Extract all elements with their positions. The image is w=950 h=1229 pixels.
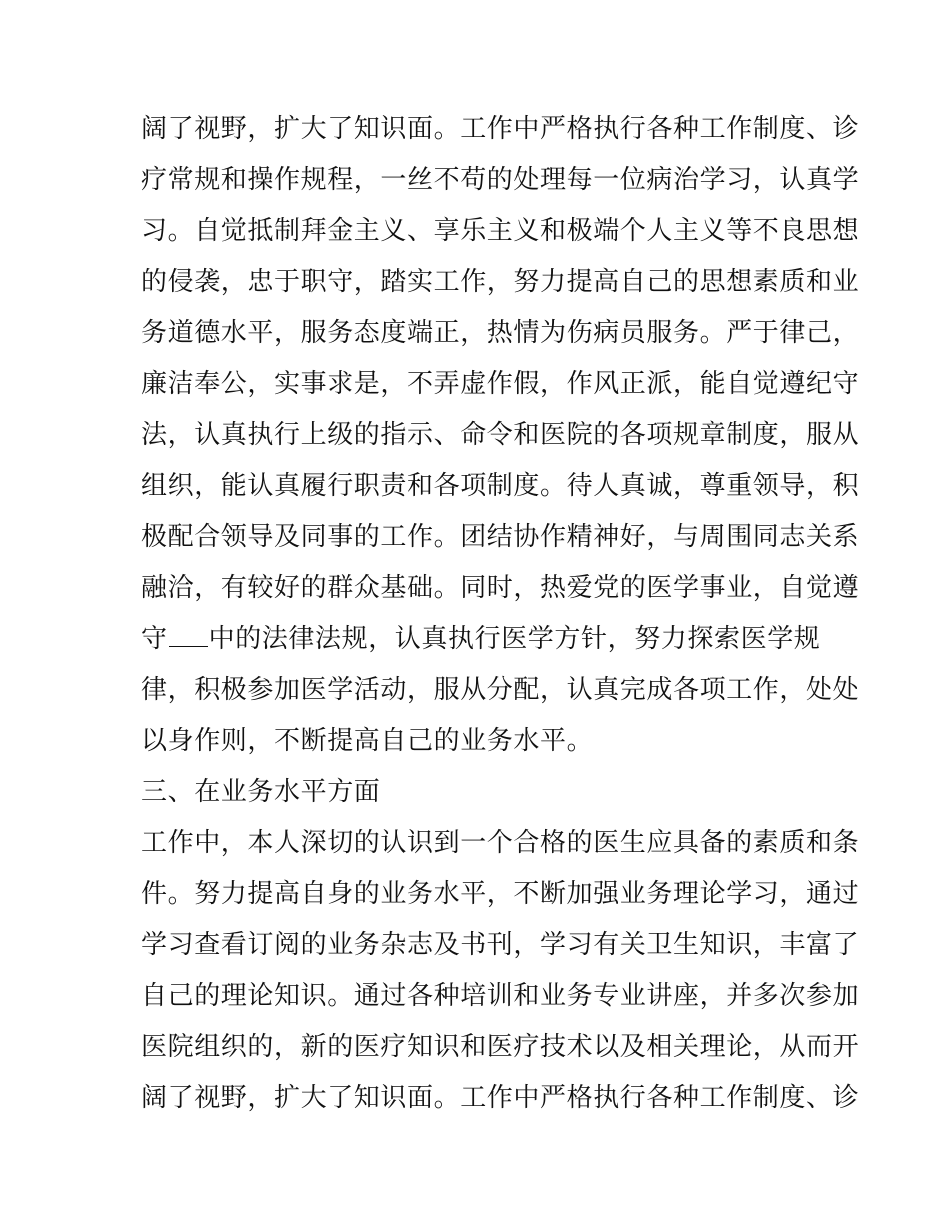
text-line: 阔了视野，扩大了知识面。工作中严格执行各种工作制度、诊 xyxy=(141,114,860,144)
text-line: 融洽，有较好的群众基础。同时，热爱党的医学事业，自觉遵 xyxy=(141,573,860,603)
text-line: 学习查看订阅的业务杂志及书刊，学习有关卫生知识，丰富了 xyxy=(141,930,860,960)
text-line: 工作中，本人深切的认识到一个合格的医生应具备的素质和条 xyxy=(141,828,860,858)
text-line: 组织，能认真履行职责和各项制度。待人真诚，尊重领导，积 xyxy=(141,471,860,501)
body-text xyxy=(141,104,860,1124)
text-line: 疗常规和操作规程，一丝不苟的处理每一位病治学习，认真学 xyxy=(141,165,860,195)
text-line-with-blank xyxy=(141,614,821,665)
text-after-blank: 中的法律法规，认真执行医学方针，努力探索医学规 xyxy=(208,624,821,654)
text-line: 廉洁奉公，实事求是，不弄虚作假，作风正派，能自觉遵纪守 xyxy=(141,369,860,399)
section-heading: 三、在业务水平方面 xyxy=(141,777,381,807)
text-line: 法，认真执行上级的指示、命令和医院的各项规章制度，服从 xyxy=(141,420,860,450)
fill-in-blank xyxy=(169,626,208,647)
text-line: 以身作则，不断提高自己的业务水平。 xyxy=(141,726,594,756)
text-line: 件。努力提高自身的业务水平，不断加强业务理论学习，通过 xyxy=(141,879,860,909)
text-line: 阔了视野，扩大了知识面。工作中严格执行各种工作制度、诊 xyxy=(141,1083,860,1113)
text-line: 的侵袭，忠于职守，踏实工作，努力提高自己的思想素质和业 xyxy=(141,267,860,297)
text-line: 律，积极参加医学活动，服从分配，认真完成各项工作，处处 xyxy=(141,675,860,705)
text-line: 医院组织的，新的医疗知识和医疗技术以及相关理论，从而开 xyxy=(141,1032,860,1062)
text-line: 务道德水平，服务态度端正，热情为伤病员服务。严于律己， xyxy=(141,318,860,348)
text-line: 极配合领导及同事的工作。团结协作精神好，与周围同志关系 xyxy=(141,522,860,552)
text-before-blank: 守 xyxy=(141,624,168,654)
text-line: 自己的理论知识。通过各种培训和业务专业讲座，并多次参加 xyxy=(141,981,860,1011)
text-line: 习。自觉抵制拜金主义、享乐主义和极端个人主义等不良思想 xyxy=(141,216,860,246)
